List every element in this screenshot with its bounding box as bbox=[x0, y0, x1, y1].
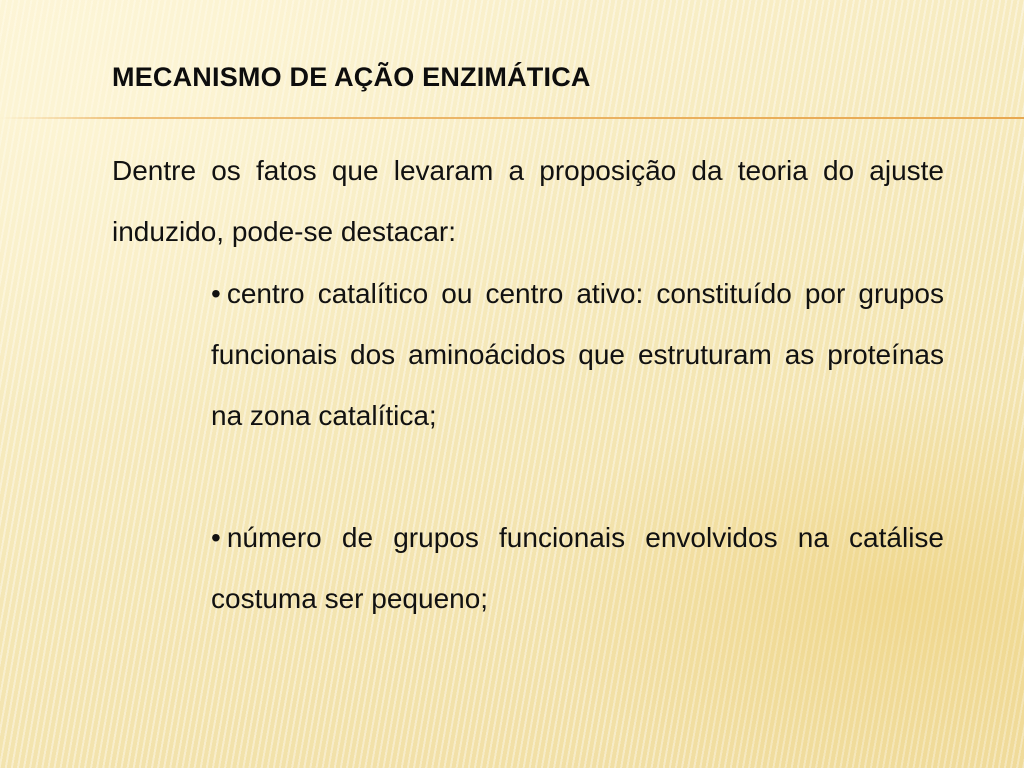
title-divider bbox=[0, 117, 1024, 119]
bullet-item bbox=[211, 263, 944, 446]
bullet-icon: • bbox=[211, 278, 221, 309]
bullet-icon: • bbox=[211, 522, 221, 553]
intro-paragraph: Dentre os fatos que levaram a proposição da teoria do ajuste induzido, pode-se destacar: bbox=[112, 155, 944, 247]
bullet-list bbox=[211, 263, 944, 629]
bullet-item bbox=[211, 507, 944, 629]
bullet-text: centro catalítico ou centro ativo: constituído por grupos funcionais dos aminoácidos que estruturam as proteínas na zona catalítica; bbox=[211, 278, 944, 431]
bullet-text: número de grupos funcionais envolvidos na catálise costuma ser pequeno; bbox=[211, 522, 944, 614]
slide-title: MECANISMO DE AÇÃO ENZIMÁTICA bbox=[112, 62, 591, 92]
